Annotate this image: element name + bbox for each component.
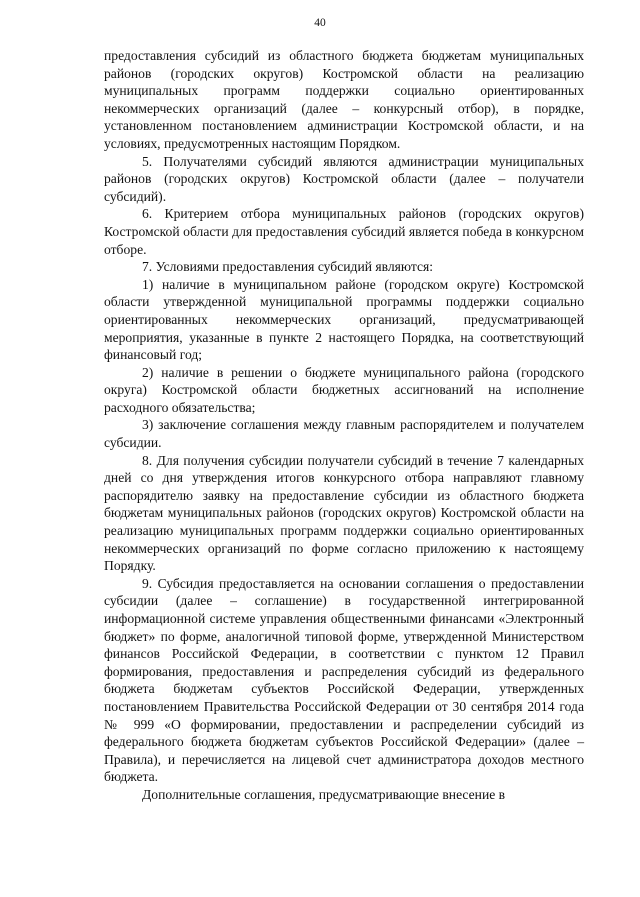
paragraph-6: 6. Критерием отбора муниципальных районов (городских округов) Костромской области для предоставления субсидий является победа в конкурсном отборе. [104,206,584,257]
page-number: 40 [314,17,326,29]
paragraph-7: 7. Условиями предоставления субсидий являются: [142,259,434,275]
list-item-condition-2: 2) наличие в решении о бюджете муниципального района (городского округа) Костромской области бюджетных ассигнований на исполнение расходного обязательства; [104,364,584,415]
paragraph-additional-agreements: Дополнительные соглашения, предусматривающие внесение в [142,786,506,802]
document-body [104,47,584,804]
paragraph-8: 8. Для получения субсидии получатели субсидий в течение 7 календарных дней со дня утверждения итогов конкурсного отбора направляют главному распорядителю заявку на предоставление субсидии из областного бюджета бюджетам муниципальных районов (городских округов) Костромской области на реализацию муниципальных программ поддержки социально ориентированных некоммерческих организаций по форме согласно приложению к настоящему Порядку. [104,452,584,574]
paragraph-5: 5. Получателями субсидий являются администрации муниципальных районов (городских округов) Костромской области (далее – получатели субсидий). [104,153,584,204]
list-item-condition-1: 1) наличие в муниципальном районе (городском округе) Костромской области утвержденной муниципальной программы поддержки социально ориентированных некоммерческих организаций, предусматривающей мероприятия, указанные в пункте 2 настоящего Порядка, на соответствующий финансовый год; [104,276,584,363]
paragraph-9: 9. Субсидия предоставляется на основании соглашения о предоставлении субсидии (далее – соглашение) в государственной интегрированной информационной системе управления общественными финансами «Электронный бюджет» по форме, аналогичной типовой форме, утвержденной Министерством финансов Российской Федерации, в соответствии с пунктом 12 Правил формирования, предоставления и распределения субсидий из федерального бюджета бюджетам субъектов Российской Федерации, утвержденных постановлением Правительства Российской Федерации от 30 сентября 2014 года № 999 «О формировании, предоставлении и распределении субсидий из федерального бюджета бюджетам субъектов Российской Федерации» (далее – Правила), и перечисляется на лицевой счет администратора доходов местного бюджета. [104,575,584,785]
list-item-condition-3: 3) заключение соглашения между главным распорядителем и получателем субсидии. [104,417,584,451]
paragraph-continuation: предоставления субсидий из областного бюджета бюджетам муниципальных районов (городских округов) Костромской области на реализацию муниципальных программ поддержки социально ориентированных некоммерческих организаций (далее – конкурсный отбор), в порядке, установленном постановлением администрации Костромской области, и на условиях, предусмотренных настоящим Порядком. [104,48,584,151]
